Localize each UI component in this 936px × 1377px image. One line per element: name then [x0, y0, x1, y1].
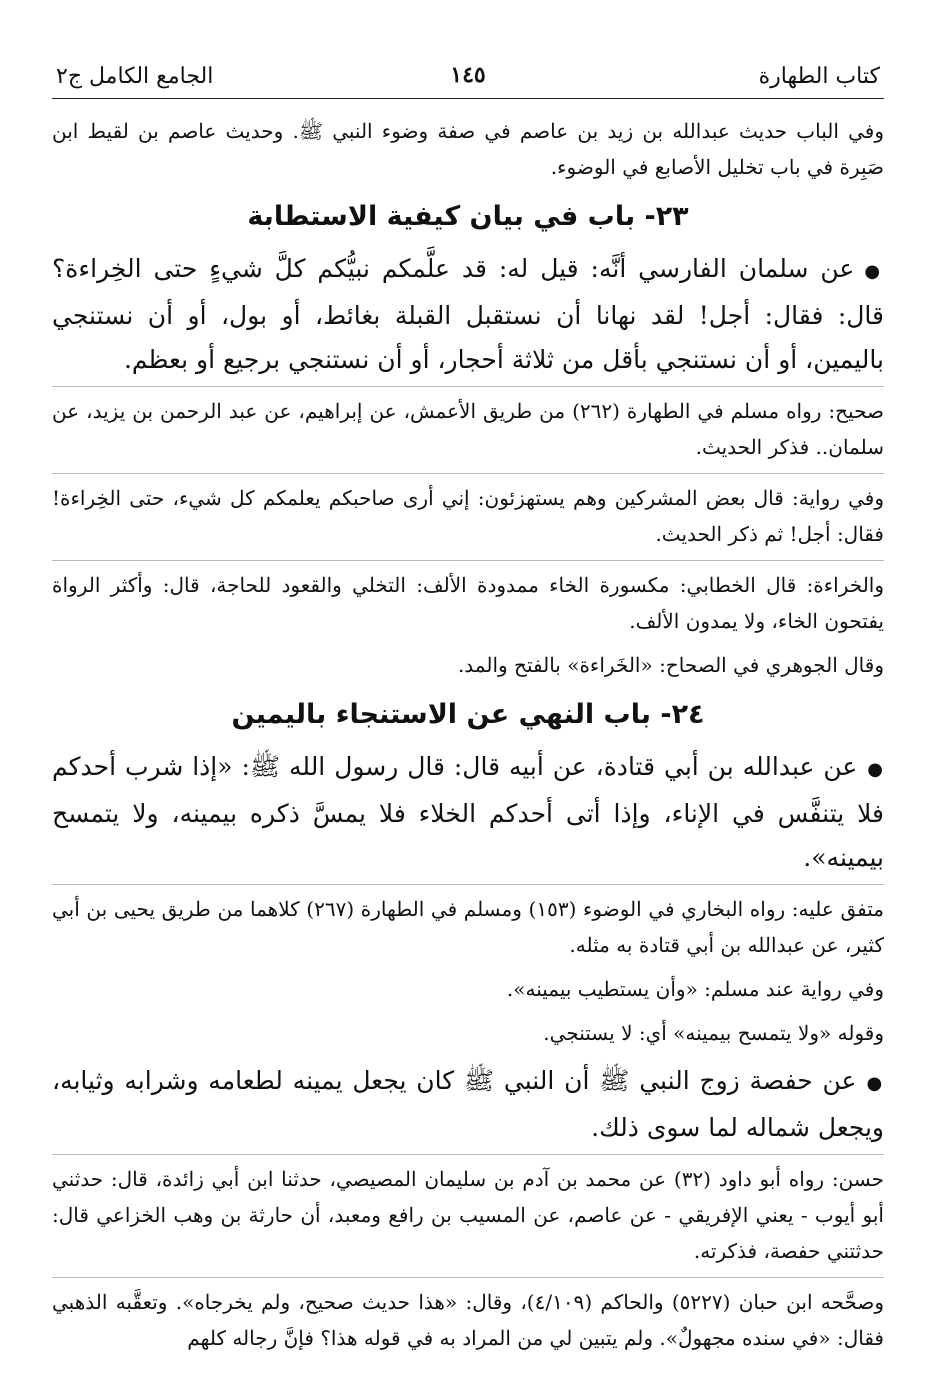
paragraph-text: وقوله «ولا يتمسح بيمينه» أي: لا يستنجي.	[543, 1021, 884, 1045]
paragraph-text: حسن: رواه أبو داود (٣٢) عن محمد بن آدم بن سليمان المصيصي، حدثنا ابن أبي زائدة، قال: حدثني أبو أيوب - يعني الإفريقي - عن عاصم، عن المسيب بن رافع ومعبد، أن حارثة بن وهب الخزاعي قال: حدثتني حفصة، فذكرته.	[52, 1167, 884, 1263]
paragraph-text: وصحَّحه ابن حبان (٥٢٢٧) والحاكم (٤/١٠٩)، وقال: «هذا حديث صحيح، ولم يخرجاه». وتعقَّبه الذهبي فقال: «في سنده مجهولٌ». ولم يتبين لي من المراد به في قوله هذا؟ فإنَّ رجاله كلهم	[52, 1290, 884, 1350]
page-number: ١٤٥	[450, 62, 486, 88]
commentary-paragraph	[52, 560, 884, 639]
paragraph-text: متفق عليه: رواه البخاري في الوضوء (١٥٣) ومسلم في الطهارة (٢٦٧) كلاهما من طريق يحيى بن أبي كثير، عن عبدالله بن أبي قتادة به مثله.	[52, 897, 884, 957]
paragraph-text: عن سلمان الفارسي أنَّه: قيل له: قد علَّمكم نبيُّكم كلَّ شيءٍ حتى الخِراءة؟ قال: فقال: أجل! لقد نهانا أن نستقبل القبلة بغائط، أو بول، أو أن نستنجي باليمين، أو أن نستنجي بأقل من ثلاثة أحجار، أو أن نستنجي برجيع أو بعظم.	[52, 254, 884, 374]
paragraph-text: وقال الجوهري في الصحاح: «الخَراءة» بالفتح والمد.	[457, 653, 884, 677]
commentary-paragraph	[52, 884, 884, 963]
commentary-paragraph	[52, 971, 884, 1007]
chapter-heading-text: ٢٣- باب في بيان كيفية الاستطابة	[247, 201, 689, 232]
commentary-paragraph	[52, 647, 884, 683]
bullet-icon: ●	[867, 759, 884, 780]
paragraph-text: وفي رواية: قال بعض المشركين وهم يستهزئون: إني أرى صاحبكم يعلمكم كل شيء، حتى الخِراءة! فقال: أجل! ثم ذكر الحديث.	[52, 486, 884, 546]
commentary-paragraph	[52, 113, 884, 185]
hadith-paragraph	[52, 1059, 884, 1150]
commentary-paragraph	[52, 1277, 884, 1356]
page-header	[52, 58, 884, 99]
book-section-title: كتاب الطهارة	[758, 64, 880, 89]
paragraph-text: وفي الباب حديث عبدالله بن زيد بن عاصم في صفة وضوء النبي ﷺ. وحديث عاصم بن لقيط ابن صَبِرة في باب تخليل الأصابع في الوضوء.	[52, 119, 884, 179]
bullet-icon: ●	[866, 1073, 884, 1094]
commentary-paragraph	[52, 1154, 884, 1269]
book-volume-title: الجامع الكامل ج٢	[56, 64, 214, 89]
paragraph-text: عن حفصة زوج النبي ﷺ أن النبي ﷺ كان يجعل يمينه لطعامه وشرابه وثيابه، ويجعل شماله لما سوى ذلك.	[52, 1066, 884, 1142]
chapter-heading	[52, 195, 884, 239]
chapter-heading	[52, 693, 884, 737]
page-body	[52, 113, 884, 1356]
chapter-heading-text: ٢٤- باب النهي عن الاستنجاء باليمين	[231, 699, 705, 730]
hadith-paragraph	[52, 247, 884, 382]
paragraph-text: عن عبدالله بن أبي قتادة، عن أبيه قال: قال رسول الله ﷺ: «إذا شرب أحدكم فلا يتنفَّس في الإناء، وإذا أتى أحدكم الخلاء فلا يمسَّ ذكره بيمينه، ولا يتمسح بيمينه».	[52, 752, 884, 872]
commentary-paragraph	[52, 1015, 884, 1051]
bullet-icon: ●	[864, 261, 884, 282]
paragraph-text: والخراءة: قال الخطابي: مكسورة الخاء ممدودة الألف: التخلي والقعود للحاجة، قال: وأكثر الرواة يفتحون الخاء، ولا يمدون الألف.	[52, 573, 884, 633]
hadith-paragraph	[52, 745, 884, 880]
commentary-paragraph	[52, 386, 884, 465]
commentary-paragraph	[52, 473, 884, 552]
paragraph-text: وفي رواية عند مسلم: «وأن يستطيب بيمينه».	[506, 977, 884, 1001]
paragraph-text: صحيح: رواه مسلم في الطهارة (٢٦٢) من طريق الأعمش، عن إبراهيم، عن عبد الرحمن بن يزيد، عن سلمان.. فذكر الحديث.	[52, 399, 884, 459]
